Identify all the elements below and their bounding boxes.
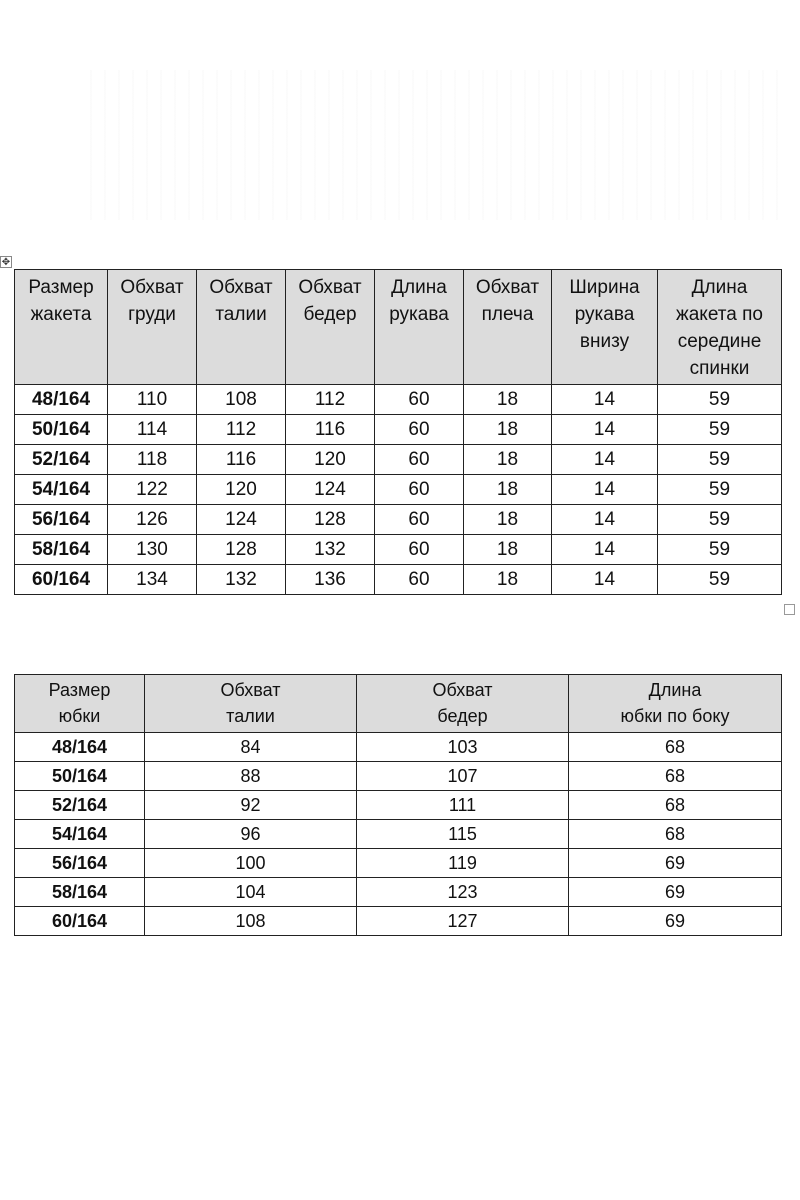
skirt-column-header [145,675,357,733]
measurement-cell: 120 [197,475,286,505]
jacket-column-header-line: плеча [481,304,534,325]
size-cell: 52/164 [15,445,108,475]
jacket-column-header [375,270,464,385]
skirt-column-header-line: Обхват [432,680,493,700]
jacket-column-header [197,270,286,385]
jacket-column-header-line: Обхват [475,277,540,298]
table-row [15,385,782,415]
measurement-cell: 104 [145,878,357,907]
skirt-column-header-line: талии [226,706,275,726]
jacket-table-header [15,270,782,385]
measurement-cell: 119 [357,849,569,878]
measurement-cell: 69 [569,849,782,878]
size-cell: 56/164 [15,505,108,535]
size-cell: 54/164 [15,475,108,505]
jacket-column-header-line: груди [128,304,176,325]
measurement-cell: 18 [464,415,552,445]
skirt-table-body [15,733,782,936]
measurement-cell: 123 [357,878,569,907]
measurement-cell: 114 [108,415,197,445]
measurement-cell: 14 [552,445,658,475]
skirt-column-header-line: бедер [437,706,488,726]
table-row [15,535,782,565]
measurement-cell: 69 [569,907,782,936]
measurement-cell: 103 [357,733,569,762]
measurement-cell: 14 [552,565,658,595]
table-row [15,907,782,936]
skirt-column-header-line: юбки [58,706,101,726]
measurement-cell: 14 [552,385,658,415]
jacket-column-header-line: рукава [389,304,449,325]
measurement-cell: 124 [286,475,375,505]
measurement-cell: 18 [464,565,552,595]
table-move-handle-icon[interactable]: ✥ [1,257,11,268]
table-row [15,791,782,820]
measurement-cell: 84 [145,733,357,762]
measurement-cell: 18 [464,475,552,505]
measurement-cell: 59 [658,415,782,445]
measurement-cell: 107 [357,762,569,791]
measurement-cell: 126 [108,505,197,535]
measurement-cell: 132 [197,565,286,595]
skirt-column-header-line: юбки по боку [620,706,730,726]
measurement-cell: 59 [658,385,782,415]
measurement-cell: 14 [552,535,658,565]
measurement-cell: 108 [197,385,286,415]
measurement-cell: 68 [569,733,782,762]
skirt-column-header-line: Длина [648,680,702,700]
skirt-column-header [357,675,569,733]
jacket-column-header [108,270,197,385]
skirt-column-header-line: Размер [48,680,111,700]
jacket-column-header-line: бедер [303,304,357,325]
measurement-cell: 18 [464,505,552,535]
jacket-size-table [14,269,782,595]
jacket-column-header-line: спинки [689,358,750,379]
jacket-column-header-line: жакета по [676,304,763,325]
measurement-cell: 60 [375,385,464,415]
measurement-cell: 124 [197,505,286,535]
table-resize-handle-icon[interactable] [784,604,795,615]
skirt-header-row [15,675,782,733]
measurement-cell: 128 [286,505,375,535]
measurement-cell: 112 [197,415,286,445]
jacket-column-header-line: жакета [30,304,92,325]
size-cell: 56/164 [15,849,145,878]
size-cell: 60/164 [15,565,108,595]
measurement-cell: 110 [108,385,197,415]
measurement-cell: 108 [145,907,357,936]
measurement-cell: 118 [108,445,197,475]
jacket-table-body [15,385,782,595]
size-cell: 54/164 [15,820,145,849]
table-row [15,505,782,535]
measurement-cell: 112 [286,385,375,415]
size-cell: 60/164 [15,907,145,936]
jacket-column-header [464,270,552,385]
table-row [15,415,782,445]
measurement-cell: 59 [658,445,782,475]
jacket-column-header-line: талии [215,304,267,325]
measurement-cell: 60 [375,565,464,595]
size-cell: 52/164 [15,791,145,820]
jacket-column-header [15,270,108,385]
skirt-table-header [15,675,782,733]
measurement-cell: 60 [375,505,464,535]
jacket-column-header [286,270,375,385]
measurement-cell: 68 [569,791,782,820]
measurement-cell: 122 [108,475,197,505]
measurement-cell: 111 [357,791,569,820]
skirt-size-table [14,674,782,936]
measurement-cell: 68 [569,820,782,849]
jacket-column-header-line: Обхват [120,277,184,298]
jacket-column-header [658,270,782,385]
table-row [15,475,782,505]
measurement-cell: 116 [286,415,375,445]
table-row [15,565,782,595]
table-row [15,733,782,762]
measurement-cell: 69 [569,878,782,907]
measurement-cell: 60 [375,535,464,565]
measurement-cell: 88 [145,762,357,791]
jacket-column-header-line: рукава [574,304,635,325]
jacket-column-header-line: середине [677,331,762,352]
jacket-column-header-line: Ширина [569,277,640,298]
jacket-header-row [15,270,782,385]
measurement-cell: 120 [286,445,375,475]
table-row [15,849,782,878]
jacket-column-header-line: Размер [28,277,94,298]
skirt-column-header [569,675,782,733]
measurement-cell: 68 [569,762,782,791]
measurement-cell: 60 [375,475,464,505]
size-cell: 50/164 [15,415,108,445]
jacket-column-header [552,270,658,385]
measurement-cell: 128 [197,535,286,565]
measurement-cell: 134 [108,565,197,595]
table-row [15,878,782,907]
jacket-column-header-line: внизу [579,331,630,352]
measurement-cell: 18 [464,385,552,415]
measurement-cell: 59 [658,475,782,505]
measurement-cell: 132 [286,535,375,565]
size-cell: 48/164 [15,733,145,762]
show-through-texture [90,70,780,220]
measurement-cell: 136 [286,565,375,595]
measurement-cell: 96 [145,820,357,849]
measurement-cell: 60 [375,445,464,475]
size-cell: 50/164 [15,762,145,791]
measurement-cell: 127 [357,907,569,936]
size-cell: 58/164 [15,878,145,907]
measurement-cell: 14 [552,415,658,445]
measurement-cell: 130 [108,535,197,565]
skirt-column-header-line: Обхват [220,680,281,700]
table-row [15,445,782,475]
measurement-cell: 92 [145,791,357,820]
measurement-cell: 18 [464,445,552,475]
jacket-column-header-line: Обхват [298,277,362,298]
table-row [15,762,782,791]
skirt-column-header [15,675,145,733]
measurement-cell: 59 [658,535,782,565]
measurement-cell: 115 [357,820,569,849]
table-row [15,820,782,849]
measurement-cell: 14 [552,505,658,535]
size-cell: 48/164 [15,385,108,415]
measurement-cell: 100 [145,849,357,878]
size-cell: 58/164 [15,535,108,565]
measurement-cell: 59 [658,505,782,535]
measurement-cell: 18 [464,535,552,565]
jacket-column-header-line: Длина [691,277,748,298]
measurement-cell: 14 [552,475,658,505]
measurement-cell: 60 [375,415,464,445]
measurement-cell: 116 [197,445,286,475]
jacket-column-header-line: Длина [391,277,447,298]
measurement-cell: 59 [658,565,782,595]
jacket-column-header-line: Обхват [209,277,273,298]
